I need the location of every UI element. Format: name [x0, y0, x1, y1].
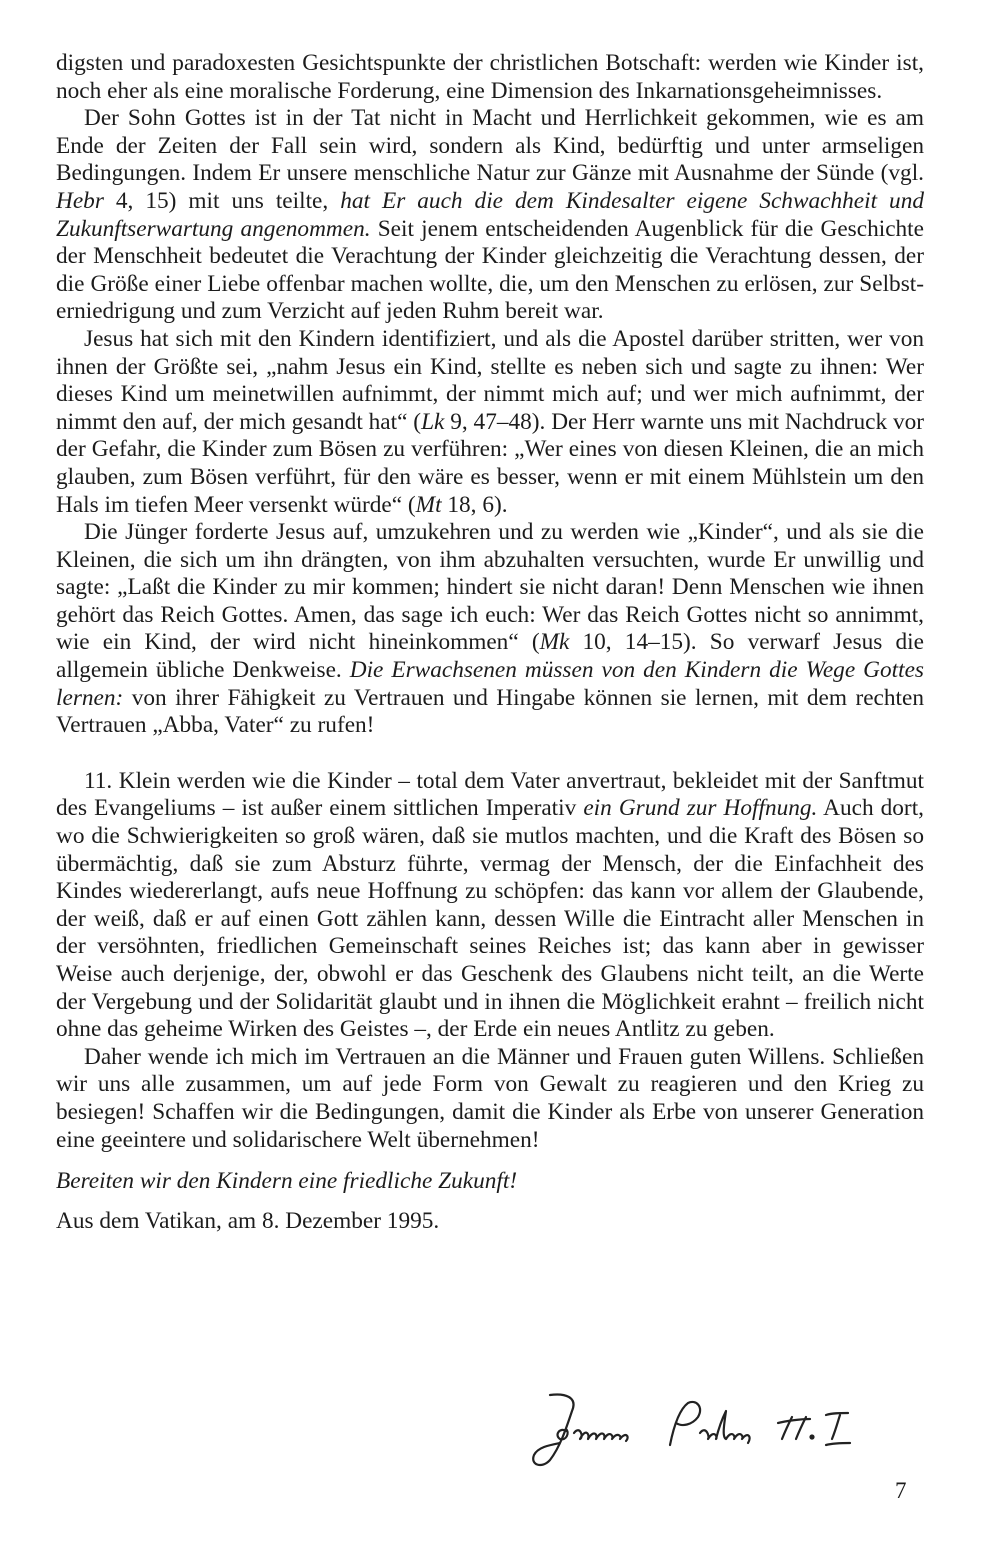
text-span: Seit jenem entscheidenden Augenblick für die Geschichte der Menschheit bedeutet die Verachtung der Kinder gleichzeitig die Verachtung dessen, der die Größe einer Liebe offenbar machen wollte, die, um den Menschen zu erlösen, zur Selbsterniedrigung und zum Verzicht auf jeden Ruhm bereit war.	[56, 215, 924, 325]
italic-text-span: Die Erwachsenen müssen von den Kindern die Wege Gottes lernen:	[56, 657, 924, 711]
section-paragraph	[56, 768, 924, 1044]
text-span: von ihrer Fähigkeit zu Vertrauen und Hingabe können sie lernen, mit dem rechten Vertrauen „Abba, Vater“ zu rufen!	[56, 684, 924, 739]
text-span: Jesus hat sich mit den Kindern identifiziert, und als die Apostel darüber stritten, wer von ihnen der Größte sei, „nahm Jesus ein Kind, stellte es neben sich und sagte zu ihnen: Wer dieses Kind um meinetwillen aufnimmt, der nimmt mich auf; und wer mich aufnimmt, der nimmt den auf, der mich gesandt hat“ (	[56, 325, 924, 435]
text-span: Auch dort, wo die Schwierigkeiten so groß wären, daß sie mutlos machten, und die Kraft des Bösen so übermächtig, daß sie zum Absturz führte, vermag der Mensch, der die Einfachheit des Kindes wiedererlangt, aufs neue Hoffnung zu schöpfen: das kann vor allem der Glaubende, der weiß, daß er auf einen Gott zählen kann, dessen Wille die Eintracht aller Menschen in der versöhnten, friedlichen Gemeinschaft seines Reiches ist; das kann aber in gewisser Weise auch derjenige, der, obwohl er das Geschenk des Glaubens nicht teilt, an die Werte der Vergebung und der Solidarität glaubt und in ihnen die Möglichkeit erahnt – freilich nicht ohne das geheime Wirken des Geistes –, der Erde ein neues Antlitz zu geben.	[56, 795, 924, 1043]
text-span: digsten und paradoxesten Gesichtspunkte der christlichen Botschaft: werden wie Kinder ist, noch eher als eine moralische Forderung, eine Dimension des Inkarnationsgeheimnisses.	[56, 50, 924, 104]
italic-text-span: Mk	[539, 629, 570, 656]
page-number: 7	[895, 1478, 907, 1503]
text-span: Daher wende ich mich im Vertrauen an die Männer und Frauen guten Willens. Schließen wir uns alle zusammen, um auf jede Form von Gewalt zu reagieren und den Krieg zu besiegen! Schaffen wir die Bedingungen, damit die Kinder als Erbe von unserer Generation eine geeintere und solidarischere Welt übernehmen!	[56, 1043, 924, 1153]
body-paragraph	[56, 326, 924, 519]
text-span: Die Jünger forderte Jesus auf, umzukehren und zu werden wie „Kinder“, und als sie die Kleinen, die sich um ihn drängten, von ihm abzuhalten versuchten, wurde Er unwillig und sagte: „Laßt die Kinder zu mir kommen; hindert sie nicht daran! Denn Menschen wie ihnen gehört das Reich Gottes. Amen, das sage ich euch: Wer das Reich Gottes nicht so annimmt, wie ein Kind, der wird nicht hineinkommen“ (	[56, 519, 924, 656]
text-span: 10, 14–15). So verwarf Jesus die allgemein übliche Denkweise.	[56, 629, 924, 684]
italic-text-span: ein Grund zur Hoffnung.	[583, 795, 818, 822]
handwritten-signature	[520, 1385, 920, 1475]
text-span: 4, 15) mit uns teilte,	[103, 187, 341, 214]
document-page	[56, 50, 924, 1235]
text-span: 18, 6).	[441, 491, 508, 518]
text-span: 9, 47–48). Der Herr warnte uns mit Nachdruck vor der Gefahr, die Kinder zum Bösen zu verführen: „Wer eines von diesen Kleinen, die an mich glauben, zum Bösen verführt, für den wäre es besser, wenn er mit einem Mühlstein um den Hals im tiefen Meer versenkt würde“ (	[56, 408, 924, 518]
closing-line: Bereiten wir den Kindern eine friedliche Zukunft!	[56, 1168, 518, 1195]
dateline: Aus dem Vatikan, am 8. Dezember 1995.	[56, 1207, 440, 1234]
italic-text-span: Mt	[415, 491, 442, 518]
italic-text-span: Hebr	[56, 187, 104, 214]
text-span: Der Sohn Gottes ist in der Tat nicht in Macht und Herrlichkeit gekommen, wie es am Ende der Zeiten der Fall sein wird, sondern als Kind, bedürftig und unter armseligen Bedingungen. Indem Er unsere menschliche Natur zur Gänze mit Ausnahme der Sünde (vgl.	[56, 105, 924, 187]
italic-text-span: Lk	[421, 408, 445, 435]
italic-text-span: hat Er auch die dem Kindesalter eigene Schwachheit und Zukunftserwartung angenommen.	[56, 187, 924, 242]
body-paragraph	[56, 519, 924, 740]
body-paragraph	[56, 50, 924, 105]
text-span: 11. Klein werden wie die Kinder – total dem Vater anvertraut, bekleidet mit der Sanftmut des Evangeliums – ist außer einem sittlichen Imperativ	[56, 767, 924, 822]
body-paragraph	[56, 1044, 924, 1154]
body-paragraph	[56, 105, 924, 326]
